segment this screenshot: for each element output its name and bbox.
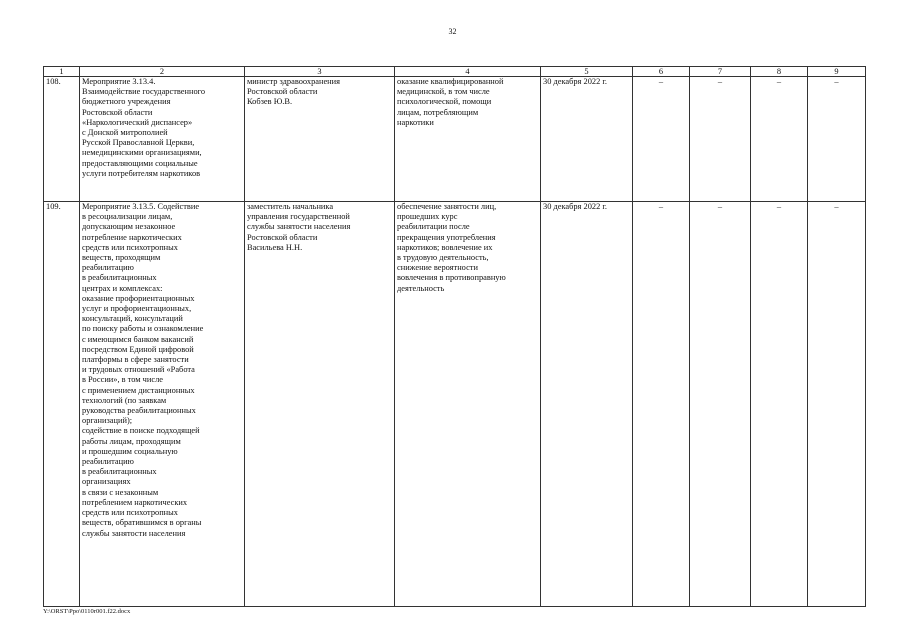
value-cell: – (751, 202, 808, 607)
column-header: 1 (44, 67, 80, 77)
text-line: обеспечение занятости лиц, (397, 202, 497, 211)
text-line: оказание профориентационных (82, 293, 195, 303)
events-table (43, 66, 866, 607)
text-line: веществ, обратившимся в органы (82, 518, 202, 528)
responsible-cell (245, 77, 395, 202)
text-line: лицам, потребляющим (397, 107, 479, 117)
value-cell: – (808, 202, 866, 607)
result-cell (395, 202, 541, 607)
text-line: Ростовской области (247, 87, 318, 97)
text-line: Взаимодействие государственного (82, 87, 206, 97)
text-line: в ресоциализации лицам, (82, 212, 173, 222)
text-line: Русской Православной Церкви, (82, 138, 195, 148)
text-line: в России», в том числе (82, 375, 163, 385)
text-line: бюджетного учреждения (82, 97, 171, 107)
text-line: платформы в сфере занятости (82, 355, 189, 365)
column-header: 9 (808, 67, 866, 77)
text-line: и трудовых отношений «Работа (82, 365, 195, 375)
text-line: министр здравоохранения (247, 77, 340, 86)
table-row (44, 77, 866, 202)
text-line: с Донской митрополией (82, 128, 168, 138)
column-header: 6 (633, 67, 690, 77)
text-line: в связи с незаконным (82, 487, 159, 497)
text-line: потреблением наркотических (82, 497, 188, 507)
text-line: содействие в поиске подходящей (82, 426, 200, 436)
table-row (44, 202, 866, 607)
column-header: 3 (245, 67, 395, 77)
text-line: предоставляющими социальные (82, 158, 198, 168)
text-line: деятельность (397, 283, 445, 293)
value-cell: – (808, 77, 866, 202)
column-header: 4 (395, 67, 541, 77)
column-header: 5 (541, 67, 633, 77)
page-number: 32 (448, 27, 457, 36)
text-line: услуг и профориентационных, (82, 304, 192, 314)
event-cell (80, 77, 245, 202)
deadline-cell: 30 декабря 2022 г. (541, 202, 633, 607)
row-number: 109. (44, 202, 80, 607)
table-header-row (44, 67, 866, 77)
text-line: технологий (по заявкам (82, 395, 167, 405)
text-line: Ростовской области (247, 232, 318, 242)
text-line: наркотиков; вовлечение их (397, 242, 493, 252)
text-line: снижение вероятности (397, 263, 478, 273)
text-line: реабилитацию (82, 457, 134, 467)
column-header: 2 (80, 67, 245, 77)
text-line: прошедших курс (397, 212, 458, 222)
result-cell (395, 77, 541, 202)
row-number: 108. (44, 77, 80, 202)
value-cell: – (633, 202, 690, 607)
text-line: по поиску работы и ознакомление (82, 324, 204, 334)
text-line: допускающим незаконное (82, 222, 176, 232)
text-line: немедицинскими организациями, (82, 148, 202, 158)
text-line: оказание квалифицированной (397, 77, 504, 86)
value-cell: – (690, 77, 751, 202)
deadline-cell: 30 декабря 2022 г. (541, 77, 633, 202)
text-line: «Наркологический диспансер» (82, 117, 193, 127)
text-line: Мероприятие 3.13.4. (82, 77, 156, 86)
text-line: Кобзев Ю.В. (247, 97, 293, 107)
text-line: средств или психотропных (82, 508, 178, 518)
text-line: в реабилитационных (82, 467, 157, 477)
text-line: психологической, помощи (397, 97, 492, 107)
value-cell: – (690, 202, 751, 607)
column-header: 8 (751, 67, 808, 77)
event-cell (80, 202, 245, 607)
text-line: заместитель начальника (247, 202, 334, 211)
text-line: управления государственной (247, 212, 350, 222)
text-line: Ростовской области (82, 107, 153, 117)
responsible-cell (245, 202, 395, 607)
text-line: прекращения употребления (397, 232, 496, 242)
document-file-path: Y:\ORST\Ppo\0110r001.f22.docx (43, 608, 131, 615)
text-line: потребление наркотических (82, 232, 182, 242)
column-header: 7 (690, 67, 751, 77)
text-line: средств или психотропных (82, 242, 178, 252)
text-line: с применением дистанционных (82, 385, 195, 395)
text-line: службы занятости населения (82, 528, 186, 538)
text-line: медицинской, в том числе (397, 87, 490, 97)
text-line: реабилитацию (82, 263, 134, 273)
text-line: реабилитации после (397, 222, 470, 232)
text-line: в реабилитационных (82, 273, 157, 283)
text-line: руководства реабилитационных (82, 406, 196, 416)
text-line: службы занятости населения (247, 222, 351, 232)
text-line: центрах и комплексах: (82, 283, 163, 293)
text-line: Васильева Н.Н. (247, 242, 303, 252)
text-line: вовлечения в противоправную (397, 273, 506, 283)
text-line: в трудовую деятельность, (397, 253, 489, 263)
text-line: Мероприятие 3.13.5. Содействие (82, 202, 200, 211)
text-line: консультаций, консультаций (82, 314, 183, 324)
value-cell: – (751, 77, 808, 202)
text-line: и прошедшим социальную (82, 446, 178, 456)
text-line: наркотики (397, 117, 434, 127)
text-line: работы лицам, проходящим (82, 436, 181, 446)
text-line: веществ, проходящим (82, 253, 161, 263)
text-line: услуги потребителям наркотиков (82, 168, 201, 178)
text-line: посредством Единой цифровой (82, 344, 194, 354)
text-line: с имеющимся банком вакансий (82, 334, 194, 344)
text-line: организаций); (82, 416, 133, 426)
text-line: организациях (82, 477, 131, 487)
value-cell: – (633, 77, 690, 202)
